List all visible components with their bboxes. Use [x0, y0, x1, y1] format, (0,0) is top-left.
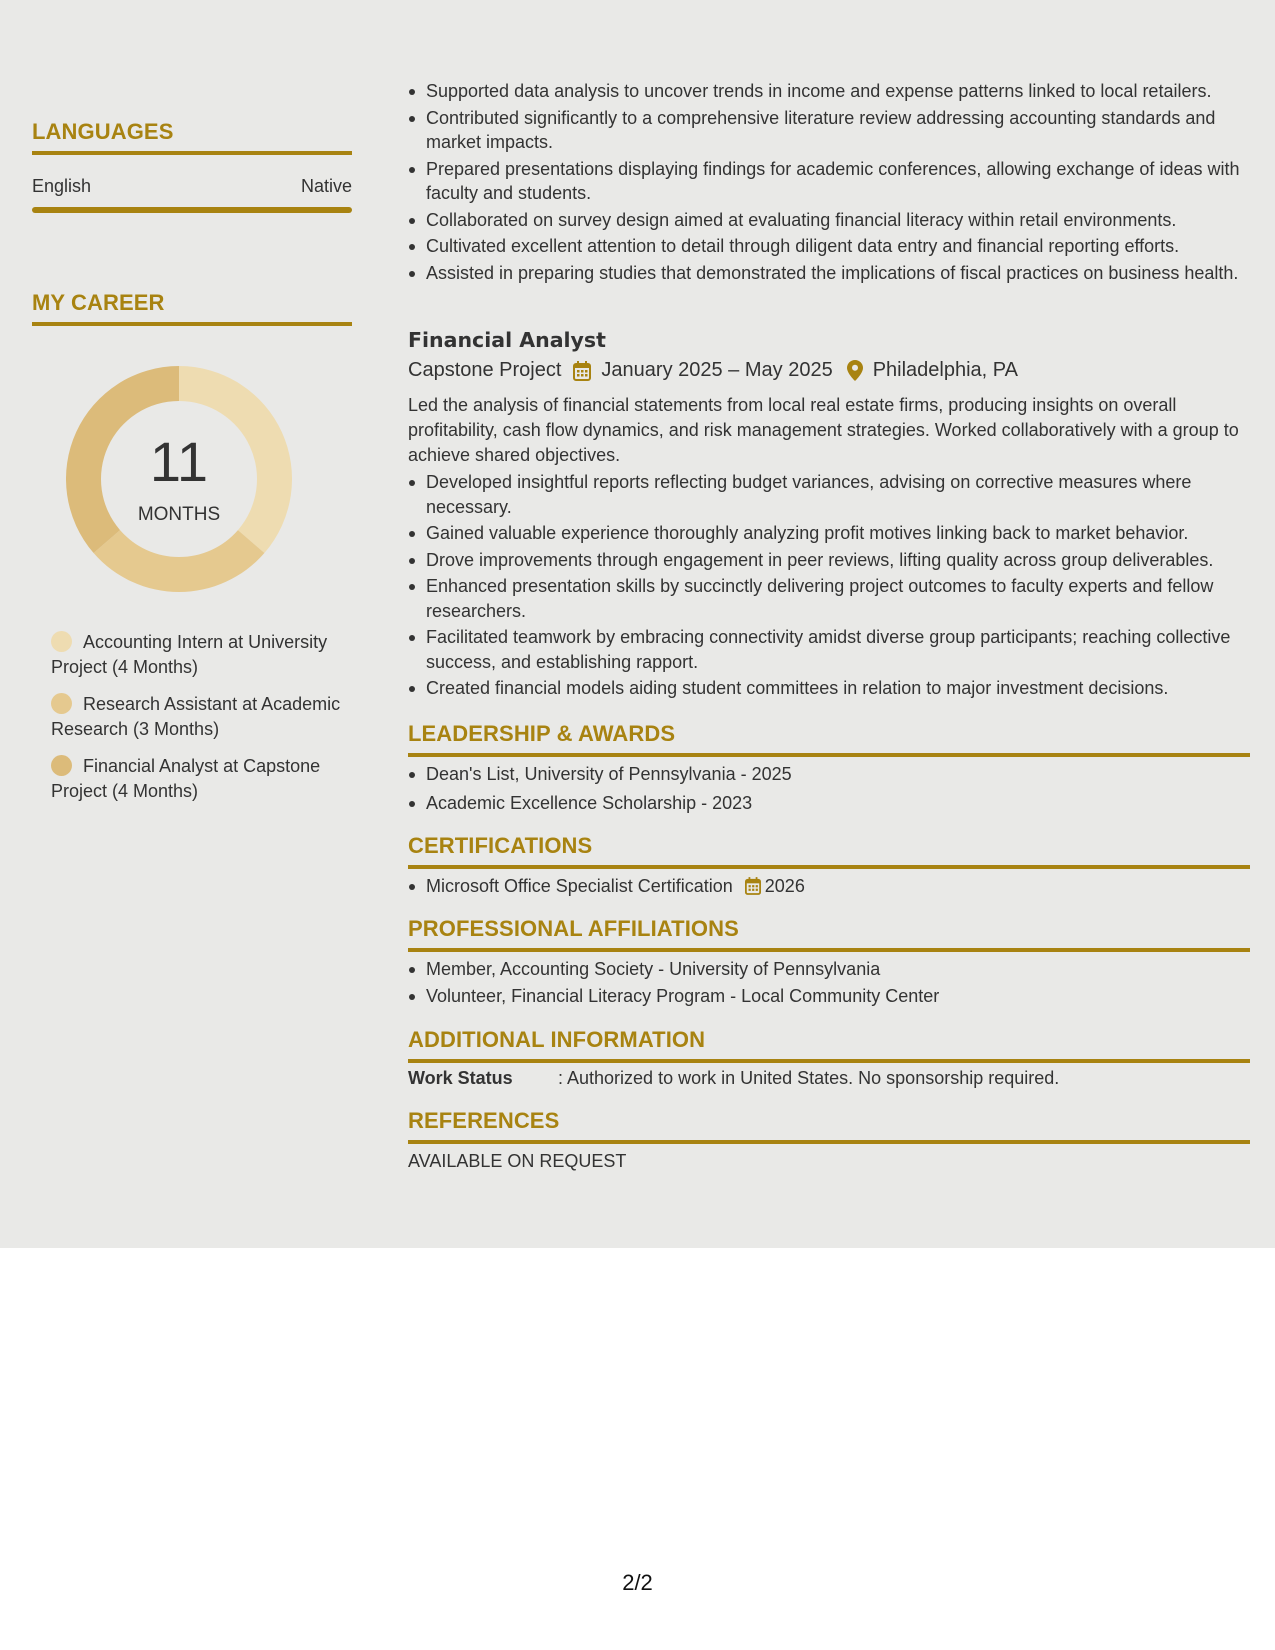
- list-item: Volunteer, Financial Literacy Program - Local Community Center: [408, 984, 1250, 1009]
- legend-item: [51, 754, 351, 804]
- certifications-heading: CERTIFICATIONS: [408, 833, 1250, 869]
- job-location: Philadelphia, PA: [872, 359, 1018, 381]
- legend-item: [51, 692, 351, 742]
- map-pin-icon: [847, 360, 863, 381]
- list-item: Academic Excellence Scholarship - 2023: [408, 791, 1250, 816]
- job-description: Led the analysis of financial statements from local real estate firms, producing insights on overall profitability, cash flow dynamics, and risk management strategies. Worked collaboratively with a group to achieve shared objectives.: [408, 395, 1239, 465]
- list-item: Contributed significantly to a comprehensive literature review addressing accounting standards and market impacts.: [408, 106, 1250, 155]
- references-text: AVAILABLE ON REQUEST: [408, 1151, 627, 1171]
- work-status-value: : Authorized to work in United States. No sponsorship required.: [558, 1068, 1060, 1088]
- list-item: Assisted in preparing studies that demonstrated the implications of fiscal practices on business health.: [408, 261, 1250, 286]
- list-item: Supported data analysis to uncover trends in income and expense patterns linked to local retailers.: [408, 79, 1250, 104]
- work-status-label: Work Status: [408, 1068, 513, 1088]
- awards-list: [408, 762, 1250, 817]
- list-item: Cultivated excellent attention to detail through diligent data entry and financial reporting efforts.: [408, 234, 1250, 259]
- language-name: English: [32, 176, 92, 196]
- certifications-list: [408, 874, 1250, 901]
- affiliations-heading: PROFESSIONAL AFFILIATIONS: [408, 916, 1250, 952]
- certification-name: Microsoft Office Specialist Certification: [426, 876, 733, 896]
- affiliations-list: [408, 957, 1250, 1010]
- job-meta: [408, 359, 1250, 382]
- legend-dot-icon: [51, 755, 72, 776]
- languages-heading: LANGUAGES: [32, 119, 352, 155]
- page-number: 2/2: [622, 1570, 653, 1595]
- career-heading: MY CAREER: [32, 290, 352, 326]
- additional-info-heading: ADDITIONAL INFORMATION: [408, 1027, 1250, 1063]
- list-item: [408, 874, 1250, 899]
- legend-dot-icon: [51, 631, 72, 652]
- donut-segment-1: [94, 530, 265, 592]
- career-donut-chart: [66, 366, 292, 592]
- calendar-icon: [745, 877, 761, 895]
- language-level: Native: [300, 176, 352, 196]
- career-legend: [51, 630, 351, 816]
- legend-item: [51, 630, 351, 680]
- list-item: Drove improvements through engagement in peer reviews, lifting quality across group deliverables.: [408, 548, 1250, 573]
- list-item: Collaborated on survey design aimed at evaluating financial literacy within retail environments.: [408, 208, 1250, 233]
- legend-label: Research Assistant at Academic Research (3 Months): [51, 694, 341, 739]
- language-row: [32, 176, 352, 197]
- list-item: Dean's List, University of Pennsylvania - 2025: [408, 762, 1250, 787]
- list-item: Created financial models aiding student committees in relation to major investment decisions.: [408, 676, 1250, 701]
- list-item: Enhanced presentation skills by succinctly delivering project outcomes to faculty experts and fellow researchers.: [408, 574, 1250, 623]
- donut-total-number: 11: [149, 430, 209, 493]
- legend-dot-icon: [51, 693, 72, 714]
- legend-label: Accounting Intern at University Project (4 Months): [51, 632, 328, 677]
- calendar-icon: [573, 361, 591, 381]
- job-dates: January 2025 – May 2025: [601, 359, 833, 381]
- awards-heading: LEADERSHIP & AWARDS: [408, 721, 1250, 757]
- donut-total-unit: MONTHS: [137, 504, 221, 525]
- list-item: Developed insightful reports reflecting budget variances, advising on corrective measures where necessary.: [408, 470, 1250, 519]
- list-item: Gained valuable experience thoroughly analyzing profit motives linking back to market behavior.: [408, 521, 1250, 546]
- list-item: Prepared presentations displaying findings for academic conferences, allowing exchange of ideas with faculty and students.: [408, 157, 1250, 206]
- job-title: Financial Analyst: [408, 328, 606, 352]
- certification-year: 2026: [764, 876, 805, 896]
- job-company: Capstone Project: [408, 359, 562, 381]
- previous-job-bullets: [408, 79, 1250, 287]
- legend-label: Financial Analyst at Capstone Project (4 Months): [51, 756, 321, 801]
- work-status-row: [408, 1068, 1250, 1089]
- job-bullets: [408, 470, 1250, 703]
- list-item: Facilitated teamwork by embracing connectivity amidst diverse group participants; reaching collective success, and establishing rapport.: [408, 625, 1250, 674]
- language-proficiency-bar: [32, 207, 352, 213]
- list-item: Member, Accounting Society - University of Pennsylvania: [408, 957, 1250, 982]
- references-heading: REFERENCES: [408, 1108, 1250, 1144]
